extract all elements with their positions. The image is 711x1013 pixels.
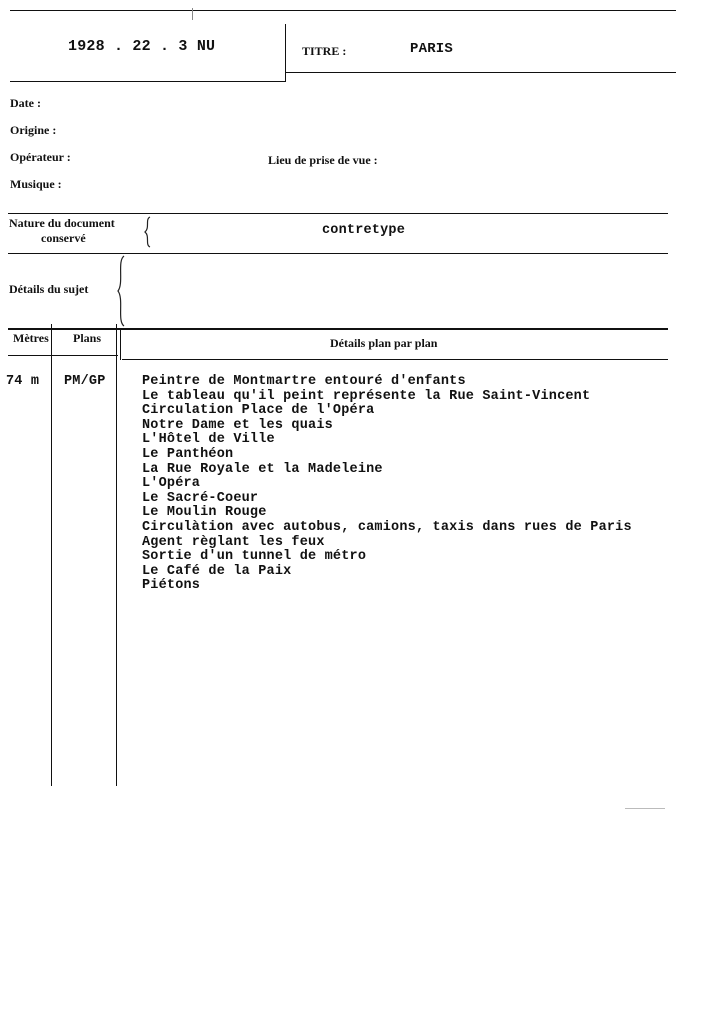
list-item: Le Panthéon xyxy=(142,447,234,462)
header-top-rule xyxy=(10,10,676,11)
titre-underline xyxy=(286,72,676,73)
nature-brace-icon xyxy=(142,216,154,248)
titre-label: TITRE : xyxy=(302,44,347,58)
list-item: Agent règlant les feux xyxy=(142,535,325,550)
table-header-right-rule xyxy=(122,359,668,360)
list-item: Piétons xyxy=(142,578,201,593)
list-item: Sortie d'un tunnel de métro xyxy=(142,549,367,564)
col-separator-3 xyxy=(120,330,121,360)
list-item: L'Hôtel de Ville xyxy=(142,432,275,447)
nature-label-line2: conservé xyxy=(41,231,86,245)
nature-label-line1: Nature du document xyxy=(9,216,115,230)
list-item: Peintre de Montmartre entouré d'enfants xyxy=(142,374,466,389)
nature-top-rule xyxy=(8,213,668,214)
list-item: Le Sacré-Coeur xyxy=(142,491,259,506)
list-item: L'Opéra xyxy=(142,476,201,491)
col-details-header: Détails plan par plan xyxy=(330,336,438,350)
list-item: Circulàtion avec autobus, camions, taxis dans rues de Paris xyxy=(142,520,632,535)
col-plans-header: Plans xyxy=(73,331,102,345)
scan-mark xyxy=(625,808,665,809)
scan-mark xyxy=(192,8,193,20)
list-item: Circulation Place de l'Opéra xyxy=(142,403,375,418)
sujet-label: Détails du sujet xyxy=(9,282,89,296)
operateur-label: Opérateur : xyxy=(10,150,71,164)
list-item: Le Moulin Rouge xyxy=(142,505,267,520)
list-item: Le tableau qu'il peint représente la Rue Saint-Vincent xyxy=(142,389,591,404)
col-separator-1 xyxy=(51,324,52,786)
list-item: La Rue Royale et la Madeleine xyxy=(142,462,383,477)
nature-bottom-rule xyxy=(8,253,668,254)
list-item: Notre Dame et les quais xyxy=(142,418,333,433)
metres-value: 74 m xyxy=(6,374,40,389)
col-metres-header: Mètres xyxy=(13,331,49,345)
nature-value: contretype xyxy=(322,223,406,238)
origine-label: Origine : xyxy=(10,123,57,137)
sujet-brace-icon xyxy=(114,255,128,327)
titre-value: PARIS xyxy=(410,41,454,57)
lieu-label: Lieu de prise de vue : xyxy=(268,153,378,167)
plans-value: PM/GP xyxy=(64,374,106,389)
musique-label: Musique : xyxy=(10,177,62,191)
table-top-rule xyxy=(8,328,668,330)
date-label: Date : xyxy=(10,96,41,110)
col-separator-2 xyxy=(116,324,117,786)
table-header-left-rule xyxy=(8,355,118,356)
header-box-bottom-rule xyxy=(10,81,286,82)
header-box-right-edge xyxy=(285,24,286,82)
list-item: Le Café de la Paix xyxy=(142,564,292,579)
reference-number: 1928 . 22 . 3 NU xyxy=(68,38,216,55)
